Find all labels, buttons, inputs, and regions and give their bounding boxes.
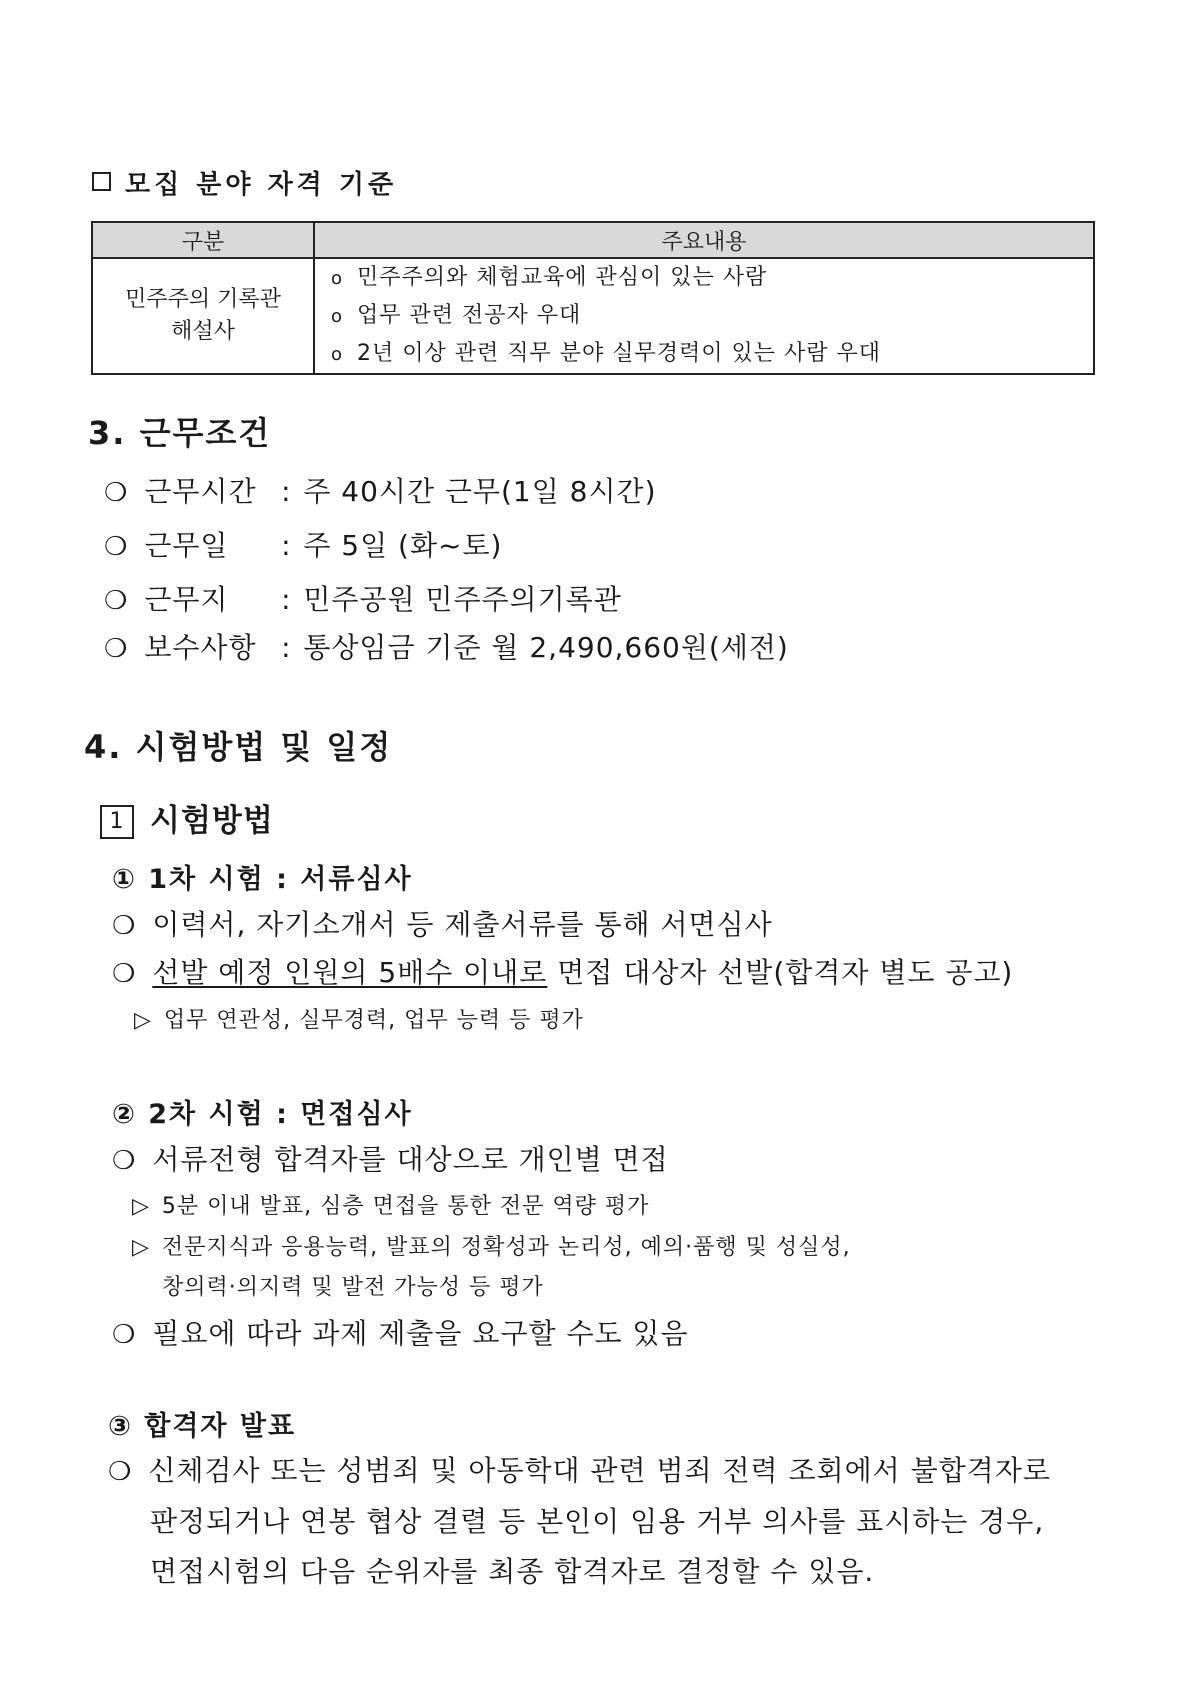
underlined-text: 선발 예정 인원의 5배수 이내로 [152,956,548,989]
circle-bullet-icon: ❍ [104,634,129,664]
square-bullet-icon [92,172,111,191]
work-value: 민주공원 민주주의기록관 [303,583,622,616]
work-label: 근무지 [144,583,229,616]
stage1-line: ❍ 선발 예정 인원의 5배수 이내로 면접 대상자 선발(합격자 별도 공고) [112,956,1014,989]
work-value: 주 40시간 근무(1일 8시간) [303,475,657,508]
work-value: 주 5일 (화~토) [303,529,503,562]
work-row [104,524,502,564]
stage2-sub: ▷ 전문지식과 응용능력, 발표의 정확성과 논리성, 예의·품행 및 성실성, [132,1235,851,1260]
boxed-number: 1 [100,805,134,839]
exam-method-title: 1 시험방법 [100,795,274,840]
column-header-category: 구분 [92,222,314,258]
stage1-line: ❍ 이력서, 자기소개서 등 제출서류를 통해 서면심사 [112,908,773,941]
category-line: 민주주의 기록관 [125,287,281,312]
column-header-content: 주요내용 [314,222,1094,258]
triangle-right-icon: ▷ [132,1194,150,1219]
circle-bullet-icon: ❍ [104,478,129,508]
work-conditions-heading: 3. 근무조건 [88,414,272,452]
stage3-paragraph: ❍ 신체검사 또는 성범죄 및 아동학대 관련 범죄 전력 조회에서 불합격자로 판정되거나 연봉 협상 결렬 등 본인이 임용 거부 의사를 표시하는 경우, 면접시험의 다음 순위자를 최종 합격자로 결정할 수 있음. [108,1454,1051,1588]
exam-heading: 4. 시험방법 및 일정 [84,728,393,766]
category-line: 해설사 [171,319,235,344]
colon: : [281,583,292,616]
circle-bullet-icon: o [331,268,344,289]
list-item: o 2년 이상 관련 직무 분야 실무경력이 있는 사람 우대 [331,341,881,366]
stage2-line: ❍ 필요에 따라 과제 제출을 요구할 수도 있음 [112,1317,689,1350]
work-label: 근무일 [144,529,229,562]
content-cell [314,258,1094,374]
category-cell [92,258,314,374]
stage1-title: ① 1차 시험 : 서류심사 [112,864,413,895]
qualification-heading: 모집 분야 자격 기준 [92,164,397,201]
stage2-title: ② 2차 시험 : 면접심사 [112,1099,413,1130]
work-row [104,578,622,618]
circle-bullet-icon: ❍ [104,532,129,562]
triangle-right-icon: ▷ [134,1008,152,1033]
circle-bullet-icon: o [331,344,344,365]
circle-bullet-icon: o [331,306,344,327]
circle-bullet-icon: ❍ [112,1146,137,1176]
circle-bullet-icon: ❍ [112,911,137,941]
stage1-sub: ▷ 업무 연관성, 실무경력, 업무 능력 등 평가 [134,1008,584,1033]
qualification-table [91,221,1095,375]
work-row [104,470,657,510]
work-value: 통상임금 기준 월 2,490,660원(세전) [303,631,789,664]
circle-bullet-icon: ❍ [112,959,137,989]
table-row [92,258,1094,374]
stage2-sub: ▷ 5분 이내 발표, 심층 면접을 통한 전문 역량 평가 [132,1194,650,1219]
stage2-line: ❍ 서류전형 합격자를 대상으로 개인별 면접 [112,1143,669,1176]
circle-bullet-icon: ❍ [112,1320,137,1350]
circle-bullet-icon: ❍ [108,1457,133,1487]
work-row [104,626,789,666]
stage3-title: ③ 합격자 발표 [108,1411,297,1442]
table-header-row [92,222,1094,258]
colon: : [281,631,292,664]
list-item: o 민주주의와 체험교육에 관심이 있는 사람 [331,265,768,290]
work-label: 보수사항 [144,631,257,664]
colon: : [281,475,292,508]
colon: : [281,529,292,562]
stage2-sub-continued: 창의력·의지력 및 발전 가능성 등 평가 [162,1275,544,1300]
list-item: o 업무 관련 전공자 우대 [331,303,582,328]
triangle-right-icon: ▷ [132,1235,150,1260]
circle-bullet-icon: ❍ [104,586,129,616]
work-label: 근무시간 [144,475,257,508]
